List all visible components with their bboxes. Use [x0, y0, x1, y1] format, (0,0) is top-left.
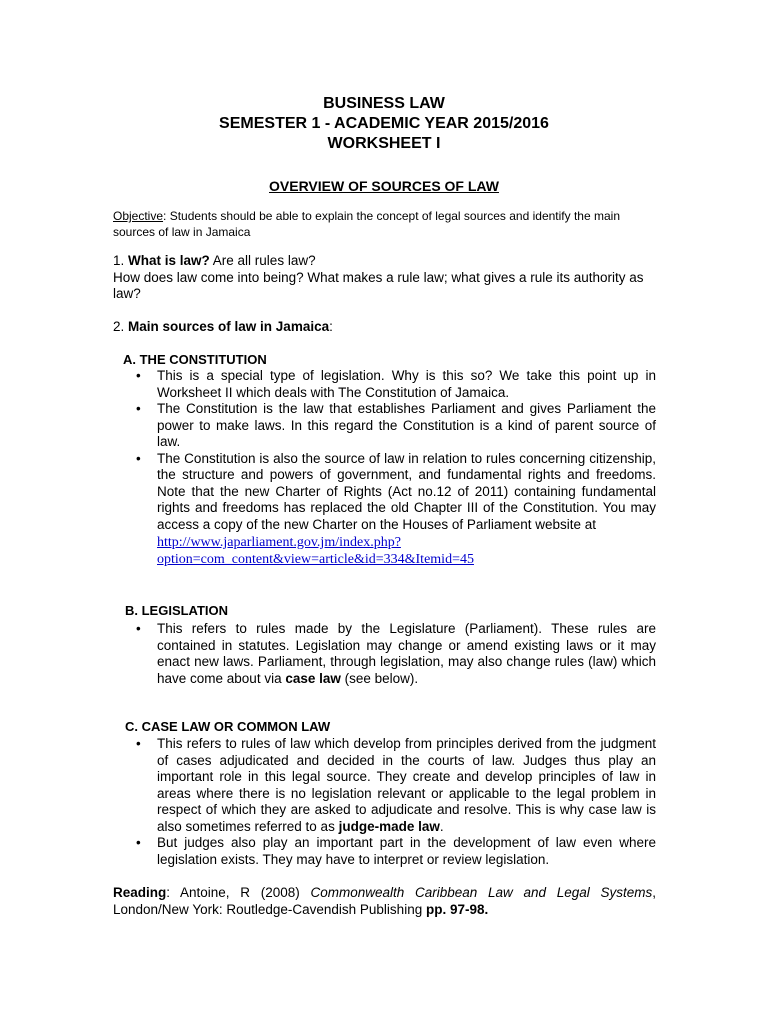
reading-reference — [113, 884, 656, 918]
question-1-number: 1. — [113, 253, 129, 268]
parliament-link-line-2[interactable]: option=com_content&view=article&id=334&Itemid=45 — [157, 551, 474, 567]
section-a-bullet-1: This is a special type of legislation. Why is this so? We take this point up in Worksheet II which deals with The Constitution of Jamaica. — [157, 368, 656, 400]
question-1-rest: Are all rules law? — [209, 253, 316, 268]
section-a-title: A. THE CONSTITUTION — [123, 352, 267, 367]
section-b-list — [136, 621, 656, 687]
reading-label: Reading — [113, 885, 167, 900]
list-item — [136, 835, 656, 868]
section-c-bullet-1: This refers to rules of law which develop from principles derived from the judgment of cases adjudicated and decided in the courts of law. Judges thus play an important role in this legal source. They create and develop principles of law in areas where there is no legislation relevant or applicable to the legal problem in respect of which they are asked to adjudicate and resolve. This is why case law is also sometimes referred to as — [157, 736, 656, 834]
objective-label: Objective — [113, 209, 164, 223]
list-item — [136, 736, 656, 835]
section-heading: OVERVIEW OF SOURCES OF LAW — [269, 178, 499, 194]
bullet-icon: • — [136, 621, 141, 636]
parliament-link-line-1[interactable]: http://www.japarliament.gov.jm/index.php? — [157, 535, 401, 550]
bullet-icon: • — [136, 835, 141, 850]
section-a-bullet-2: The Constitution is the law that establishes Parliament and gives Parliament the power to make laws. In this regard the Constitution is a kind of parent source of law. — [157, 401, 656, 449]
reading-book-title: Commonwealth Caribbean Law and Legal Systems — [310, 885, 653, 900]
section-b-bullet-1: This refers to rules made by the Legislature (Parliament). These rules are contained in statutes. Legislation may change or amend existing laws or it may enact new laws. Parliament, through legislation, may also change rules (law) which have come about via — [157, 621, 656, 686]
bullet-icon: • — [136, 401, 141, 416]
section-b-title: B. LEGISLATION — [125, 603, 229, 618]
question-1-detail: How does law come into being? What makes a rule law; what gives a rule its authority as law? — [113, 269, 644, 301]
worksheet-title: WORKSHEET I — [327, 135, 441, 152]
bullet-icon: • — [136, 736, 141, 751]
section-b-bullet-1-end: (see below). — [340, 670, 419, 686]
question-2-number: 2. — [113, 319, 129, 334]
reading-author: : Antoine, R (2008) — [166, 885, 311, 900]
reading-pages: pp. 97-98. — [425, 902, 489, 917]
list-item — [136, 401, 656, 451]
objective-text: : Students should be able to explain the concept of legal sources and identify the main sources of law in Jamaica — [113, 209, 620, 239]
course-title: BUSINESS LAW — [323, 95, 445, 112]
section-c-list — [136, 736, 656, 868]
case-law-term: case law — [285, 670, 341, 686]
section-c-title: C. CASE LAW OR COMMON LAW — [125, 719, 331, 734]
bullet-icon: • — [136, 450, 141, 466]
question-2 — [113, 319, 656, 336]
objective-paragraph — [113, 208, 653, 240]
section-a-list — [136, 368, 656, 568]
list-item — [136, 368, 656, 401]
judge-made-law-term: judge-made law — [338, 818, 440, 834]
list-item — [136, 621, 656, 687]
list-item — [136, 451, 656, 569]
section-a-bullet-3: The Constitution is also the source of law in relation to rules concerning citizenship, the structure and powers of government, and fundamental rights and freedoms. Note that the new Charter of Rights (Act no.12 of 2011) containing fundamental rights and freedoms has replaced the old Chapter III of the Constitution. You may access a copy of the new Charter on the Houses of Parliament website at — [157, 450, 656, 532]
document-title — [0, 94, 768, 154]
section-c-bullet-1-end: . — [439, 818, 444, 834]
section-c-bullet-2: But judges also play an important part in the development of law even where legislation exists. They may have to interpret or review legislation. — [157, 835, 656, 867]
question-2-rest: : — [329, 319, 333, 334]
bullet-icon: • — [136, 368, 141, 383]
question-1-bold: What is law? — [128, 253, 210, 268]
question-1 — [113, 253, 656, 303]
semester-title: SEMESTER 1 - ACADEMIC YEAR 2015/2016 — [219, 115, 549, 132]
reading-publisher: , London/New York: Routledge-Cavendish Publishing — [113, 885, 656, 917]
question-2-bold: Main sources of law in Jamaica — [128, 319, 330, 334]
